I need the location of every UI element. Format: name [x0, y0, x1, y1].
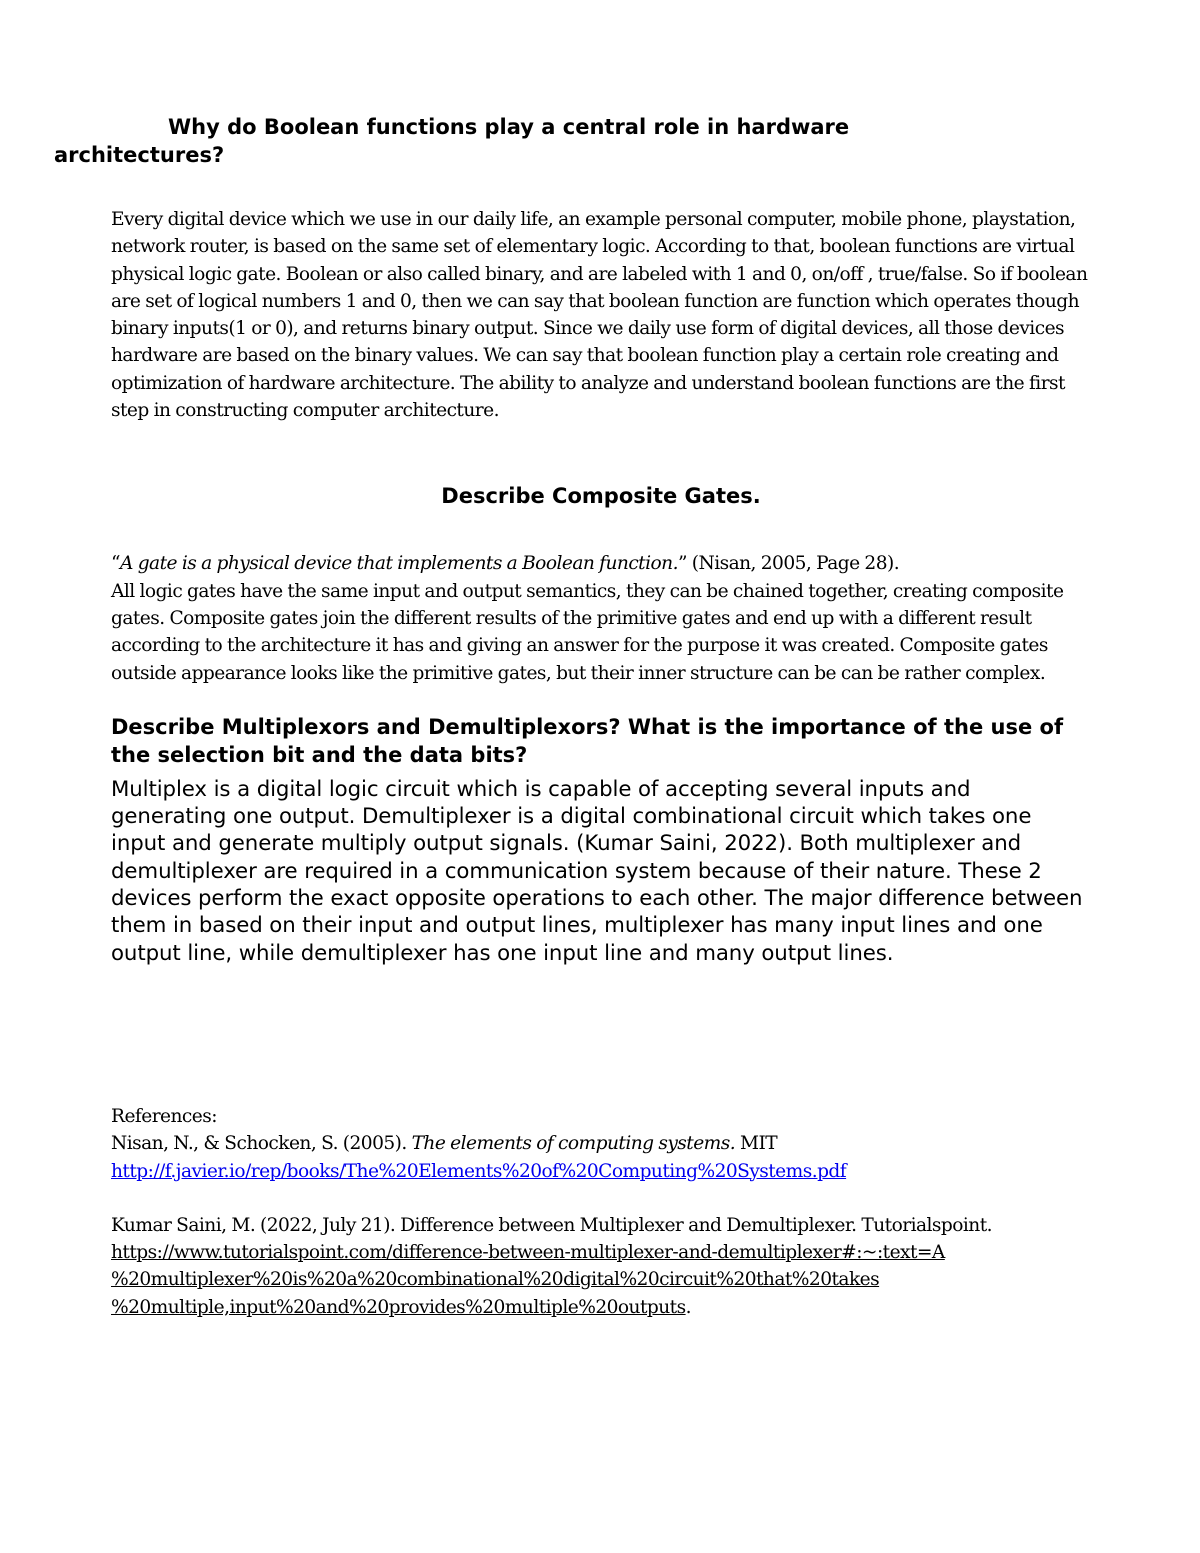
section3-heading: Describe Multiplexors and Demultiplexors? What is the importance of the use of the selection bit and the data bits?: [111, 714, 1064, 767]
reference-1: [111, 1130, 1091, 1185]
reference-2-text: Kumar Saini, M. (2022, July 21). Difference between Multiplexer and Demultiplexer. Tutorialspoint.: [111, 1214, 993, 1236]
reference-2-end: .: [685, 1296, 691, 1318]
section1-heading: [54, 113, 1091, 169]
reference-2-link-line2[interactable]: %20multiplexer%20is%20a%20combinational%20digital%20circuit%20that%20takes: [111, 1269, 880, 1291]
quote-open-mark: “: [111, 553, 120, 575]
quote-citation: (Nisan, 2005, Page 28).: [686, 553, 900, 575]
section2-quote: [111, 550, 1091, 577]
section1-paragraph: Every digital device which we use in our daily life, an example personal computer, mobile phone, playstation, network router, is based on the same set of elementary logic. According to that, boolean functions are virtual physical logic gate. Boolean or also called binary, and are labeled with 1 and 0, on/off , true/false. So if boolean are set of logical numbers 1 and 0, then we can say that boolean function are function which operates though binary inputs(1 or 0), and returns binary output. Since we daily use form of digital devices, all those devices hardware are based on the binary values. We can say that boolean function play a certain role creating and optimization of hardware architecture. The ability to analyze and understand boolean functions are the first step in constructing computer architecture.: [111, 209, 1088, 422]
document-page: [54, 110, 1091, 1321]
references-section: [111, 1103, 1091, 1321]
quote-text: A gate is a physical device that implements a Boolean function.: [119, 553, 678, 575]
section1-heading-line2: architectures?: [54, 143, 225, 167]
section1-heading-line1: Why do Boolean functions play a central role in hardware: [168, 115, 850, 139]
section3-paragraph: Multiplex is a digital logic circuit which is capable of accepting several inputs and generating one output. Demultiplexer is a digital combinational circuit which takes one input and generate multiply output signals. (Kumar Saini, 2022). Both multiplexer and demultiplexer are required in a communication system because of their nature. These 2 devices perform the exact opposite operations to each other. The major difference between them in based on their input and output lines, multiplexer has many input lines and one output line, while demultiplexer has one input line and many output lines.: [111, 776, 1083, 966]
section2-paragraph: All logic gates have the same input and output semantics, they can be chained together, creating composite gates. Composite gates join the different results of the primitive gates and end up with a different result according to the architecture it has and giving an answer for the purpose it was created. Composite gates outside appearance looks like the primitive gates, but their inner structure can be can be rather complex.: [111, 580, 1064, 684]
section2-heading: Describe Composite Gates.: [441, 484, 761, 509]
quote-close-mark: ”: [677, 553, 687, 575]
reference-2: [111, 1212, 1091, 1321]
reference-1-publisher: MIT: [735, 1133, 778, 1155]
references-label: References:: [111, 1105, 217, 1127]
reference-1-title: The elements of computing systems.: [411, 1133, 736, 1155]
reference-1-authors: Nisan, N., & Schocken, S. (2005).: [111, 1133, 412, 1155]
reference-2-link-line3[interactable]: %20multiple,input%20and%20provides%20multiple%20outputs: [111, 1296, 686, 1318]
reference-2-link-line1[interactable]: https://www.tutorialspoint.com/difference-between-multiplexer-and-demultiplexer#:~:text=A: [111, 1242, 945, 1264]
reference-1-link[interactable]: http://f.javier.io/rep/books/The%20Elements%20of%20Computing%20Systems.pdf: [111, 1160, 847, 1182]
